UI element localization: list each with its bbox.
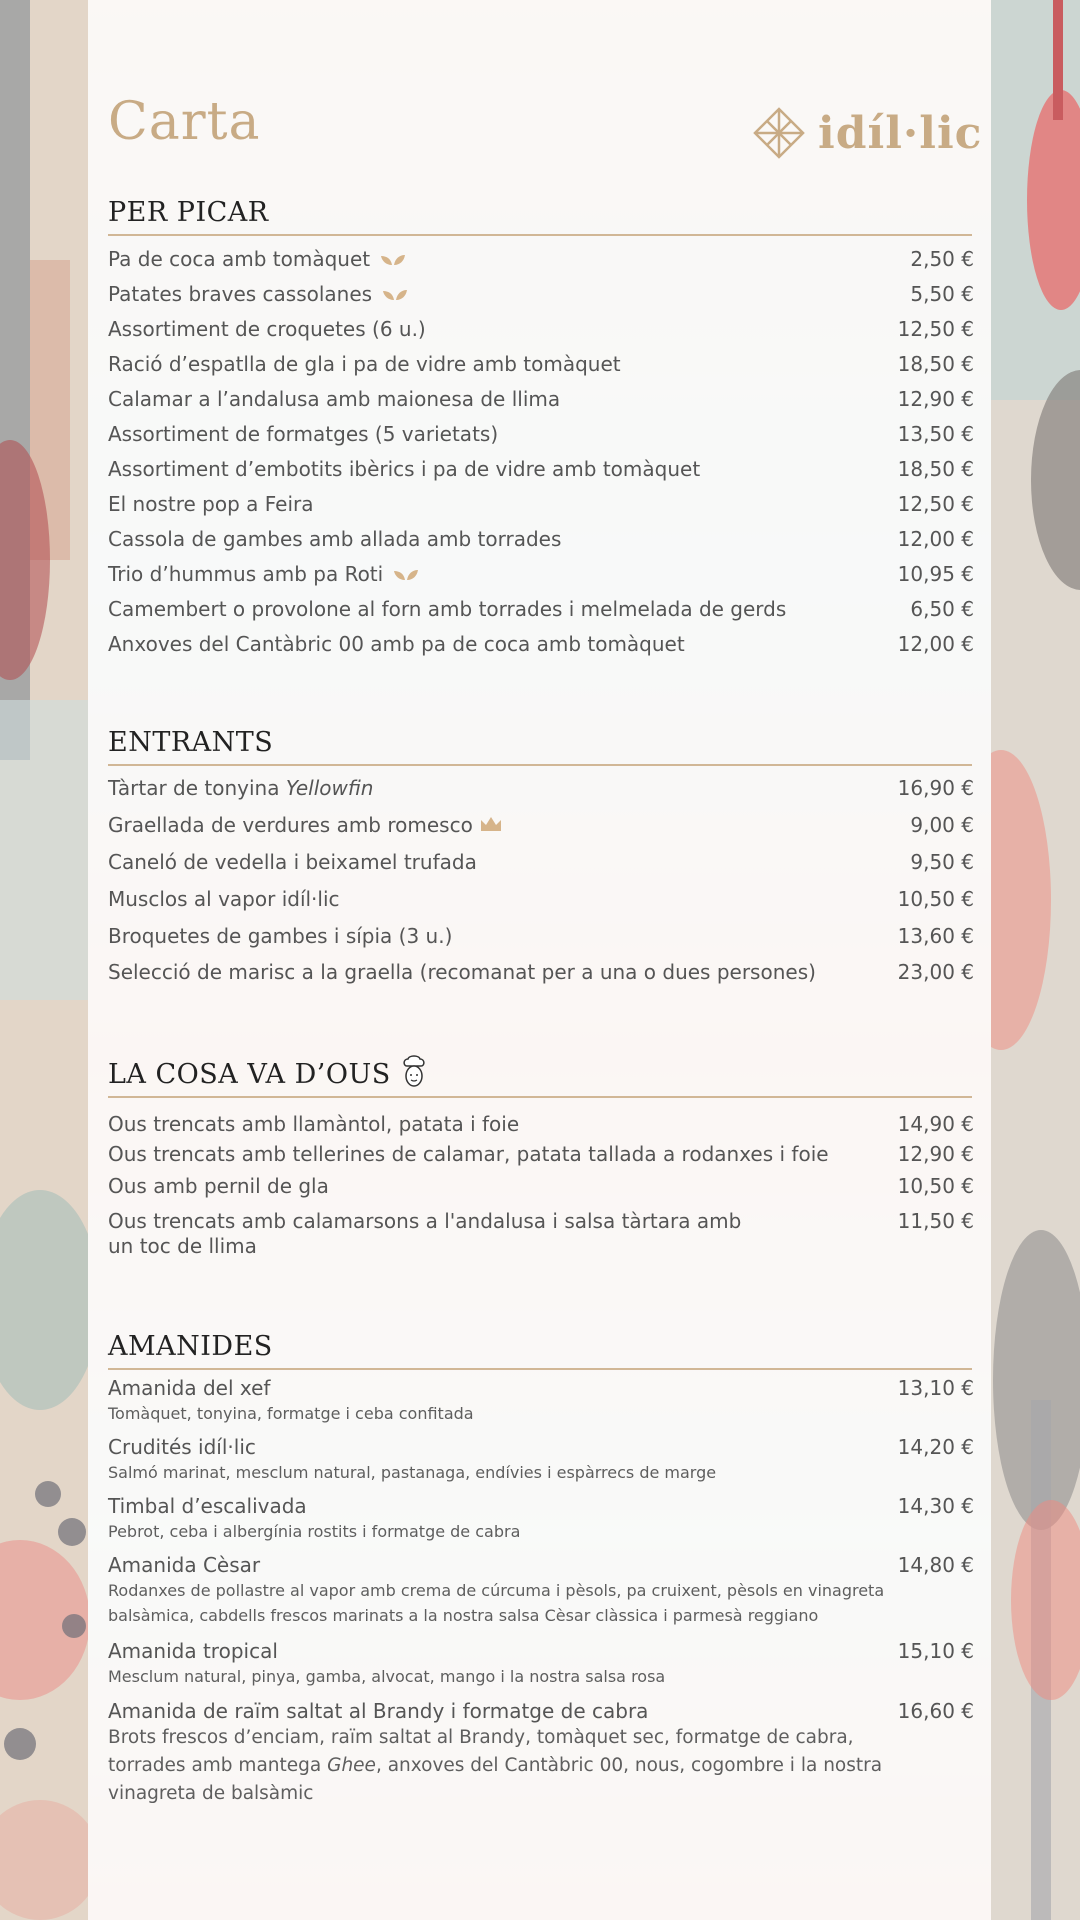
item-price: 14,30 € [897,1494,974,1518]
crown-icon [479,814,503,839]
menu-item [108,632,972,667]
item-name: Pa de coca amb tomàquet [108,247,406,273]
item-price: 12,90 € [897,1142,974,1166]
section-title [108,194,972,236]
item-price: 16,90 € [897,776,974,800]
section-title-text: LA COSA VA D’OUS [108,1058,391,1090]
item-description: Mesclum natural, pinya, gamba, alvocat, mango i la nostra salsa rosa [108,1667,666,1686]
chef-egg-icon [401,1054,427,1095]
item-price: 13,50 € [897,422,974,446]
item-price: 6,50 € [910,597,974,621]
item-name: El nostre pop a Feira [108,492,314,516]
leaf-icon [382,283,408,308]
item-name: Anxoves del Cantàbric 00 amb pa de coca amb tomàquet [108,632,685,656]
leaf-icon [393,563,419,588]
item-name: Broquetes de gambes i sípia (3 u.) [108,924,453,948]
menu-item [108,387,972,422]
item-price: 14,90 € [897,1112,974,1136]
item-name: Trio d’hummus amb pa Roti [108,562,419,588]
item-name: Ració d’espatlla de gla i pa de vidre amb tomàquet [108,352,621,376]
menu-item [108,492,972,527]
item-price: 16,60 € [897,1699,974,1723]
menu-item [108,1376,972,1435]
menu-item [108,1112,972,1142]
menu-item [108,1494,972,1553]
menu-item [108,887,972,924]
item-name: Patates braves cassolanes [108,282,408,308]
item-name: Musclos al vapor idíl·lic [108,887,340,911]
menu-item [108,352,972,387]
menu-item [108,924,972,960]
menu-item [108,1553,972,1639]
item-price: 10,95 € [897,562,974,586]
item-price: 14,20 € [897,1435,974,1459]
item-name: Amanida Cèsar [108,1553,261,1577]
menu-item [108,850,972,887]
section-title [108,1056,972,1098]
item-price: 11,50 € [897,1209,974,1233]
item-name: Selecció de marisc a la graella (recomanat per a una o dues persones) [108,960,816,984]
item-name: Camembert o provolone al forn amb torrades i melmelada de gerds [108,597,787,621]
item-description: Rodanxes de pollastre al vapor amb crema de cúrcuma i pèsols, pa cruixent, pèsols en vinagreta balsàmica, cabdells frescos marinats a la nostra salsa Cèsar clàssica i parmesà reggiano [108,1581,885,1625]
menu-item [108,562,972,597]
section-la-cosa-va-dous [108,1056,972,1261]
item-price: 12,90 € [897,387,974,411]
left-decorative-background [0,0,88,1920]
item-price: 15,10 € [897,1639,974,1663]
menu-item [108,1699,972,1811]
item-price: 5,50 € [910,282,974,306]
item-name: Tàrtar de tonyina Yellowfin [108,776,374,800]
section-title-text: AMANIDES [108,1330,273,1362]
menu-item [108,1435,972,1494]
item-price: 12,50 € [897,317,974,341]
item-price: 12,50 € [897,492,974,516]
item-price: 2,50 € [910,247,974,271]
logo [750,104,982,162]
menu-item [108,422,972,457]
menu-page [88,0,991,1920]
menu-item [108,317,972,352]
item-description: Brots frescos d’enciam, raïm saltat al Brandy, tomàquet sec, formatge de cabra, torrades amb mantega Ghee, anxoves del Cantàbric 00, nous, cogombre i la nostra vinagreta de balsàmic [108,1727,883,1804]
item-name: Crudités idíl·lic [108,1435,256,1459]
menu-item [108,1142,972,1174]
item-price: 12,00 € [897,527,974,551]
item-price: 18,50 € [897,352,974,376]
section-title-text: PER PICAR [108,196,269,228]
section-title-text: ENTRANTS [108,726,274,758]
item-name: Assortiment de formatges (5 varietats) [108,422,499,446]
item-name: Assortiment d’embotits ibèrics i pa de vidre amb tomàquet [108,457,701,481]
item-price: 18,50 € [897,457,974,481]
page-title: Carta [108,92,261,152]
section-entrants [108,724,972,996]
item-name: Amanida tropical [108,1639,278,1663]
item-name: Ous trencats amb tellerines de calamar, patata tallada a rodanxes i foie [108,1142,829,1166]
item-price: 14,80 € [897,1553,974,1577]
menu-item [108,1639,972,1699]
item-description: Pebrot, ceba i albergínia rostits i formatge de cabra [108,1522,521,1541]
item-price: 10,50 € [897,887,974,911]
item-name: Cassola de gambes amb allada amb torrades [108,527,562,551]
menu-item [108,813,972,850]
item-name: Ous trencats amb calamarsons a l'andalusa i salsa tàrtara amb un toc de llima [108,1209,742,1258]
item-price: 13,60 € [897,924,974,948]
item-name: Amanida del xef [108,1376,271,1400]
item-name: Ous trencats amb llamàntol, patata i foie [108,1112,520,1136]
item-price: 9,00 € [910,813,974,837]
menu-item [108,1209,972,1261]
section-per-picar [108,194,972,667]
section-title [108,724,972,766]
item-name: Calamar a l’andalusa amb maionesa de llima [108,387,561,411]
menu-item [108,776,972,813]
menu-item [108,527,972,562]
item-name: Timbal d’escalivada [108,1494,307,1518]
leaf-icon [380,248,406,273]
item-name: Assortiment de croquetes (6 u.) [108,317,426,341]
item-price: 9,50 € [910,850,974,874]
item-name: Amanida de raïm saltat al Brandy i formatge de cabra [108,1699,649,1723]
item-price: 10,50 € [897,1174,974,1198]
menu-item [108,1174,972,1209]
logo-text: idíl·lic [818,107,983,159]
section-amanides [108,1328,972,1811]
item-price: 23,00 € [897,960,974,984]
menu-item [108,597,972,632]
diamond-logo-icon [750,104,808,162]
item-price: 12,00 € [897,632,974,656]
item-name: Caneló de vedella i beixamel trufada [108,850,477,874]
section-title [108,1328,972,1370]
item-description: Salmó marinat, mesclum natural, pastanaga, endívies i espàrrecs de marge [108,1463,717,1482]
item-description: Tomàquet, tonyina, formatge i ceba confitada [108,1404,474,1423]
item-price: 13,10 € [897,1376,974,1400]
item-name: Ous amb pernil de gla [108,1174,329,1198]
menu-item [108,457,972,492]
right-decorative-background [991,0,1080,1920]
menu-item [108,282,972,317]
menu-item [108,247,972,282]
menu-item [108,960,972,996]
item-name: Graellada de verdures amb romesco [108,813,503,839]
